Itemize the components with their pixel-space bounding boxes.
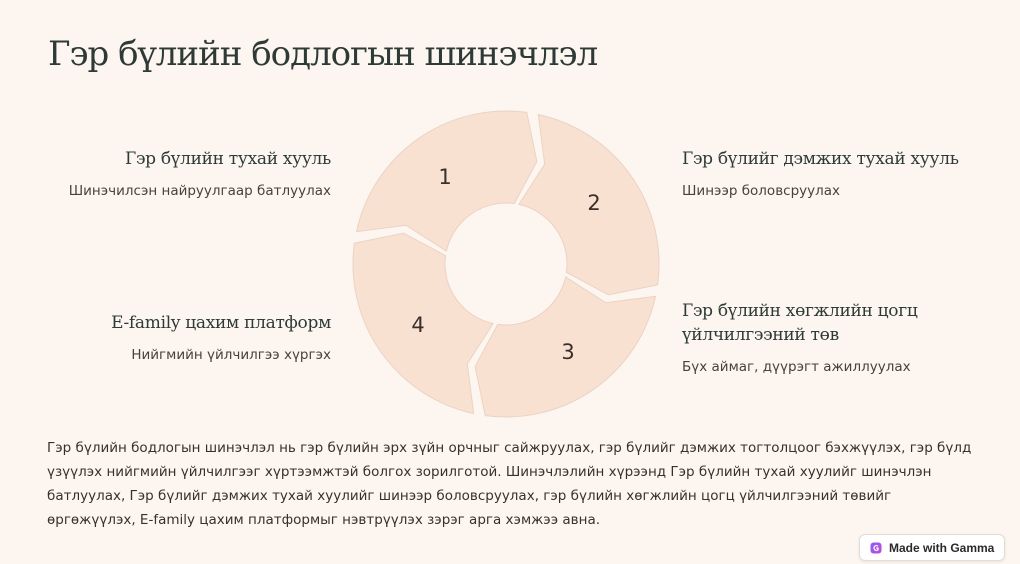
segment-number-2: 2	[587, 191, 601, 215]
made-with-gamma-badge[interactable]	[859, 534, 1005, 561]
cycle-item-1-heading: Гэр бүлийн тухай хууль	[124, 149, 331, 169]
cycle-item-4-heading: E-family цахим платформ	[111, 313, 331, 333]
cycle-item-3-heading: Гэр бүлийн хөгжлийн цогц үйлчилгээний төв	[682, 301, 918, 345]
cycle-item-4	[11, 311, 331, 365]
cycle-item-2-text: Шинээр боловсруулах	[682, 183, 841, 199]
cycle-item-4-text: Нийгмийн үйлчилгээ хүргэх	[131, 347, 331, 363]
cycle-item-2-heading: Гэр бүлийг дэмжих тухай хууль	[682, 149, 959, 169]
segment-number-4: 4	[411, 313, 425, 337]
cycle-item-1-text: Шинэчилсэн найруулгаар батлуулах	[68, 183, 331, 199]
cycle-item-2	[682, 147, 982, 201]
page-title: Гэр бүлийн бодлогын шинэчлэл	[48, 34, 598, 74]
cycle-item-3	[682, 299, 982, 377]
cycle-item-3-text: Бүх аймаг, дүүрэгт ажиллуулах	[682, 359, 911, 375]
segment-number-3: 3	[561, 340, 575, 364]
segment-number-1: 1	[438, 165, 452, 189]
cycle-item-1	[11, 147, 331, 201]
made-with-gamma-label: Made with Gamma	[889, 540, 995, 555]
summary-paragraph: Гэр бүлийн бодлогын шинэчлэл нь гэр бүлийн эрх зүйн орчныг сайжруулах, гэр бүлийг дэмжих тогтолцоог бэхжүүлэх, гэр бүлд үзүүлэх нийгмийн үйлчилгээг хүртээмжтэй болгох зорилготой. Шинэчлэлийн хүрээнд Гэр бүлийн тухай хуулийг шинэчлэн батлуулах, Гэр бүлийг дэмжих тухай хуулийг шинээр боловсруулах, гэр бүлийн хөгжлийн цогц үйлчилгээний төвийг өргөжүүлэх, E-family цахим платформыг нэвтрүүлэх зэрэг арга хэмжээ авна.	[47, 440, 972, 528]
gamma-logo-icon	[870, 542, 882, 554]
